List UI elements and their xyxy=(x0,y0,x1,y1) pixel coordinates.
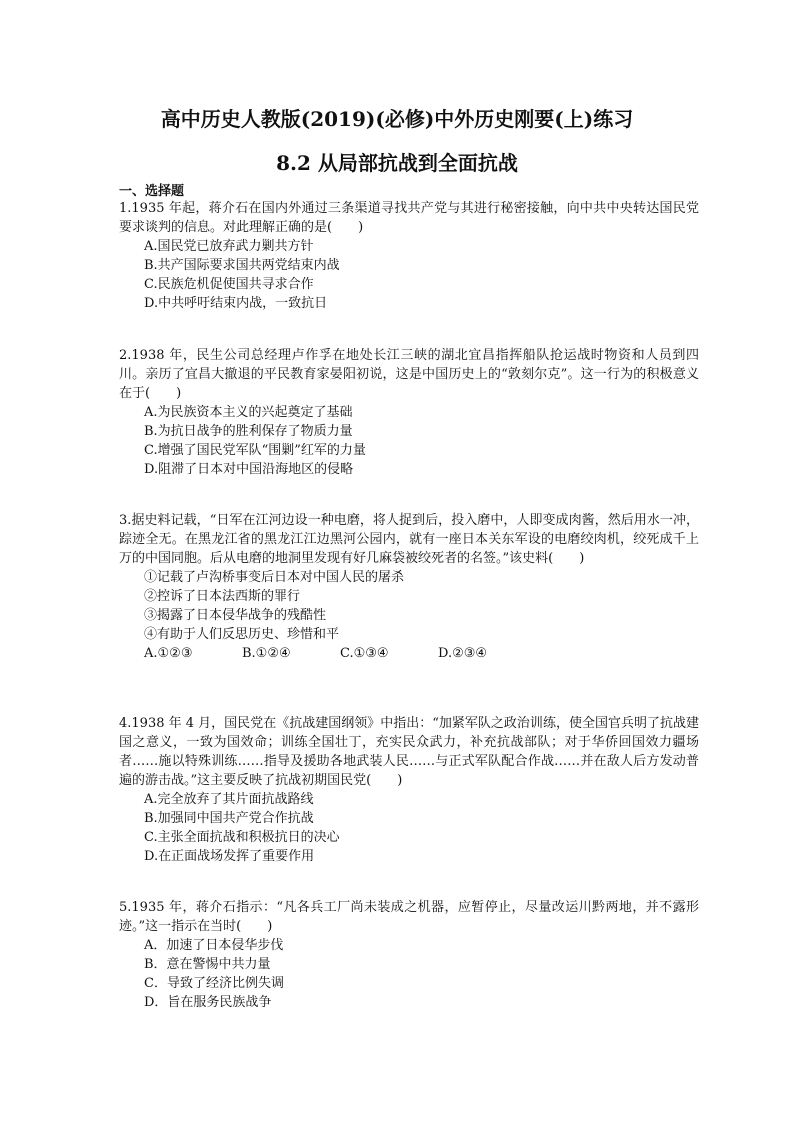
option-a: A.①②③ xyxy=(144,646,193,661)
option-d: D.在正面战场发挥了重要作用 xyxy=(144,849,315,864)
option-b: B.为抗日战争的胜利保存了物质力量 xyxy=(144,424,353,439)
statement-2: ②控诉了日本法西斯的罪行 xyxy=(144,589,301,604)
option-a: A.为民族资本主义的兴起奠定了基础 xyxy=(144,405,353,420)
question-stem: 2.1938 年，民生公司总经理卢作孚在地处长江三峡的湖北宜昌指挥船队抢运战时物资和人员到四川。亲历了宜昌大撤退的平民教育家晏阳初说，这是中国历史上的“敦刻尔克”。这一行为的积极意义在于( ) xyxy=(119,348,699,401)
option-d: D.阻滞了日本对中国沿海地区的侵略 xyxy=(144,462,354,477)
document-title: 高中历史人教版(2019)(必修)中外历史刚要(上)练习 xyxy=(160,107,634,131)
option-c: C.①③④ xyxy=(340,646,389,661)
option-d: D.②③④ xyxy=(438,646,488,661)
lesson-title: 8.2 从局部抗战到全面抗战 xyxy=(276,151,518,175)
option-d: D.中共呼吁结束内战，一致抗日 xyxy=(144,296,328,311)
statement-4: ④有助于人们反思历史、珍惜和平 xyxy=(144,627,340,642)
question-2 xyxy=(119,346,699,479)
option-b: B.共产国际要求国共两党结束内战 xyxy=(144,258,340,273)
option-a: A.完全放弃了其片面抗战路线 xyxy=(144,792,314,807)
option-a: A.国民党已放弃武力剿共方针 xyxy=(144,239,314,254)
question-3 xyxy=(119,511,699,663)
question-1 xyxy=(119,199,699,313)
question-stem: 5.1935 年，蒋介石指示：“凡各兵工厂尚未装成之机器，应暂停止，尽量改运川黔两地，并不露形迹。”这一指示在当时( ) xyxy=(119,900,699,934)
question-4 xyxy=(119,714,699,866)
option-c: C．导致了经济比例失调 xyxy=(144,976,284,991)
question-stem: 4.1938 年 4 月，国民党在《抗战建国纲领》中指出：“加紧军队之政治训练，使全国官兵明了抗战建国之意义，一致为国效命；训练全国壮丁，充实民众武力，补充抗战部队；对于华侨回国效力疆场者……施以特殊训练……指导及援助各地武装人民……与正式军队配合作战……并在敌人后方发动普遍的游击战。”这主要反映了抗战初期国民党( ) xyxy=(119,716,699,788)
option-c: C.民族危机促使国共寻求合作 xyxy=(144,277,314,292)
option-b: B.加强同中国共产党合作抗战 xyxy=(144,811,314,826)
option-b: B.①②④ xyxy=(242,646,291,661)
statement-3: ③揭露了日本侵华战争的残酷性 xyxy=(144,608,327,623)
statement-1: ①记载了卢沟桥事变后日本对中国人民的屠杀 xyxy=(144,570,405,585)
section-heading: 一、选择题 xyxy=(119,184,185,199)
option-a: A．加速了日本侵华步伐 xyxy=(144,938,284,953)
option-c: C.主张全面抗战和积极抗日的决心 xyxy=(144,830,340,845)
question-stem: 1.1935 年起，蒋介石在国内外通过三条渠道寻找共产党与其进行秘密接触，向中共中央转达国民党要求谈判的信息。对此理解正确的是( ) xyxy=(119,201,699,235)
option-d: D．旨在服务民族战争 xyxy=(144,995,272,1010)
option-row xyxy=(119,644,699,663)
question-5 xyxy=(119,898,699,1012)
option-b: B．意在警惕中共力量 xyxy=(144,957,271,972)
question-stem: 3.据史料记载，“日军在江河边设一种电磨，将人捉到后，投入磨中，人即变成肉酱，然后用水一冲，踪迹全无。在黑龙江省的黑龙江江边黑河公园内，就有一座日本关东军设的电磨绞肉机，绞死成千上万的中国同胞。后从电磨的地洞里发现有好几麻袋被绞死者的名签。”该史料( ) xyxy=(119,513,699,566)
option-c: C.增强了国民党军队“围剿”红军的力量 xyxy=(144,443,366,458)
